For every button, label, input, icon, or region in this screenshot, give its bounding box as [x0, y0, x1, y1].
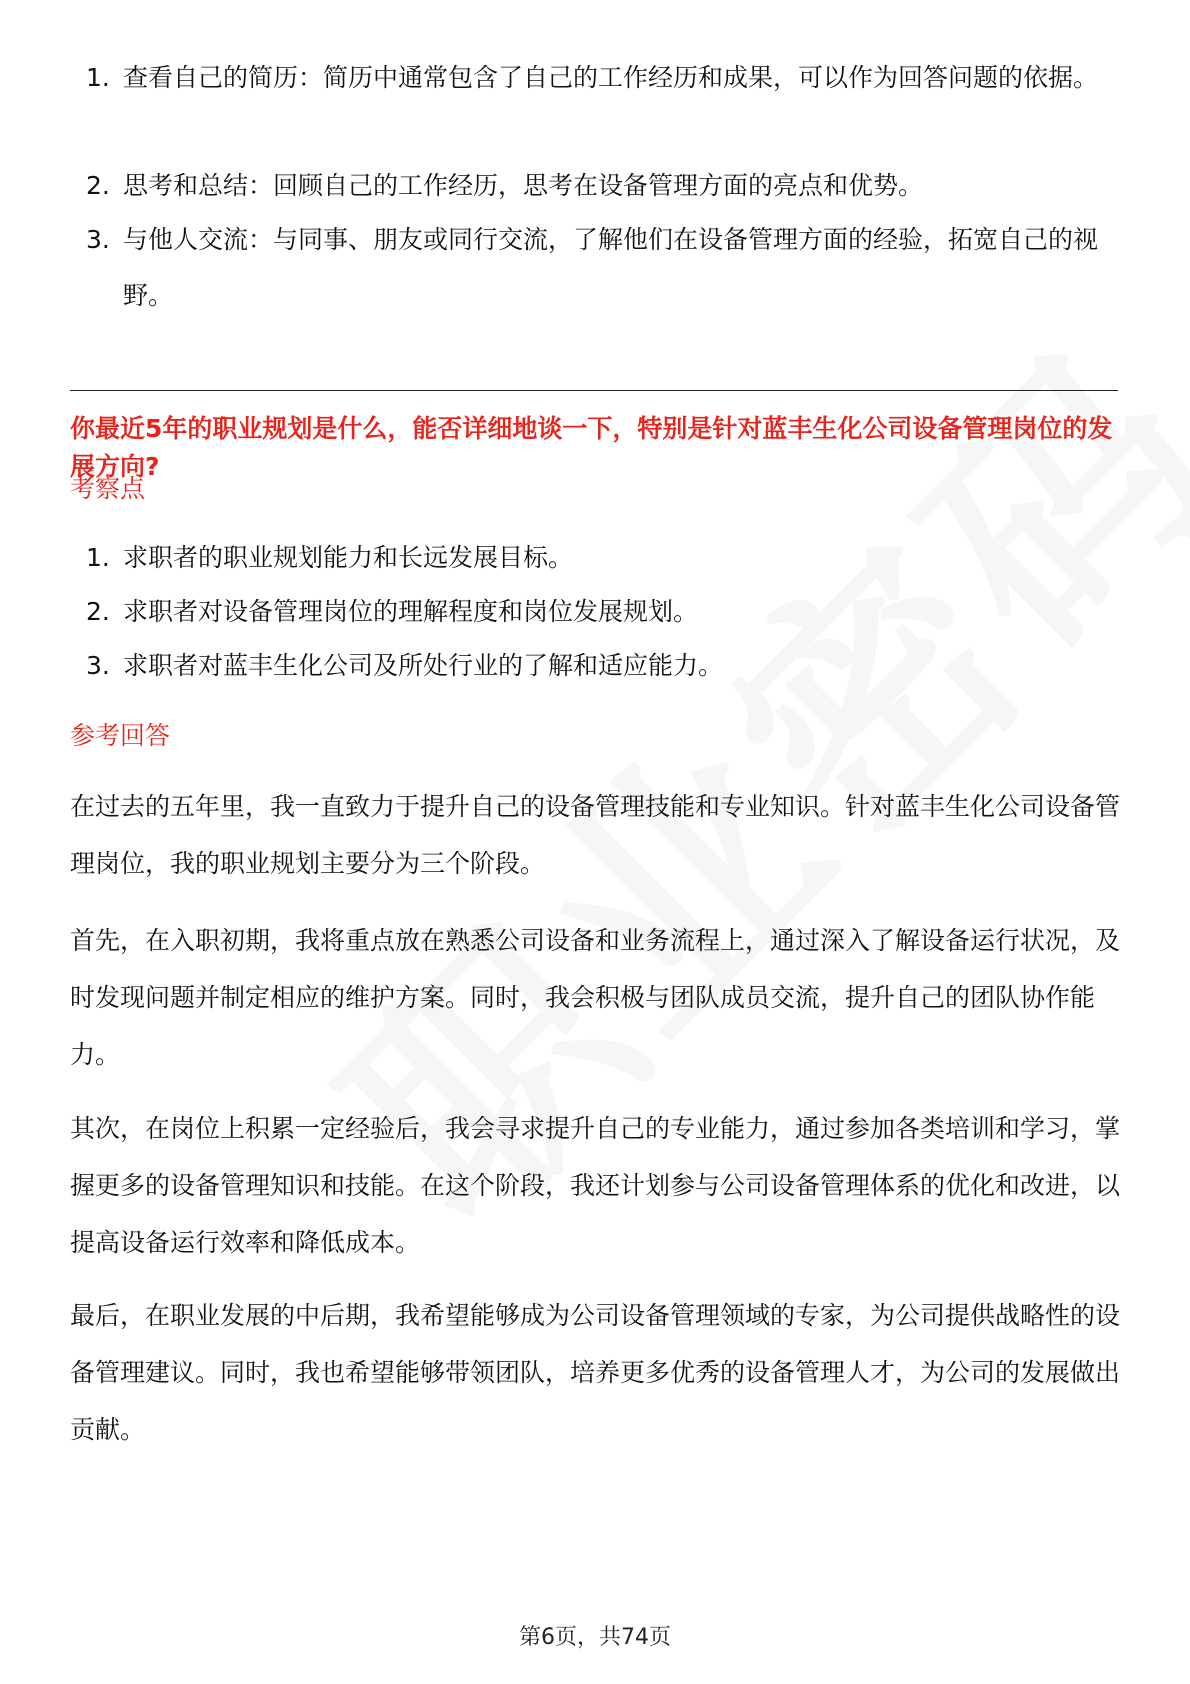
answer-paragraph: 在过去的五年里，我一直致力于提升自己的设备管理技能和专业知识。针对蓝丰生化公司设备管理岗位，我的职业规划主要分为三个阶段。 [70, 792, 1121, 878]
list-text: 求职者对设备管理岗位的理解程度和岗位发展规划。 [123, 597, 699, 626]
list-number: 2. [86, 597, 110, 626]
list-number: 3. [86, 651, 110, 680]
list-item [86, 158, 1116, 214]
list-number: 3. [86, 225, 110, 254]
list-text: 求职者的职业规划能力和长远发展目标。 [123, 543, 574, 572]
list-item [86, 530, 1116, 586]
list-text: 思考和总结：回顾自己的工作经历，思考在设备管理方面的亮点和优势。 [123, 171, 924, 200]
assessment-label: 考察点 [70, 474, 146, 503]
list-text: 与他人交流：与同事、朋友或同行交流，了解他们在设备管理方面的经验，拓宽自己的视野。 [123, 225, 1099, 310]
answer-paragraph: 首先，在入职初期，我将重点放在熟悉公司设备和业务流程上，通过深入了解设备运行状况，及时发现问题并制定相应的维护方案。同时，我会积极与团队成员交流，提升自己的团队协作能力。 [70, 926, 1121, 1069]
answer-label: 参考回答 [70, 721, 171, 750]
list-text: 查看自己的简历：简历中通常包含了自己的工作经历和成果，可以作为回答问题的依据。 [123, 63, 1099, 92]
list-number: 1. [86, 63, 110, 92]
answer-paragraph: 其次，在岗位上积累一定经验后，我会寻求提升自己的专业能力，通过参加各类培训和学习，掌握更多的设备管理知识和技能。在这个阶段，我还计划参与公司设备管理体系的优化和改进，以提高设备运行效率和降低成本。 [70, 1114, 1121, 1257]
list-item [86, 638, 1116, 694]
page-footer: 第6页，共74页 [519, 1625, 671, 1650]
list-item [86, 212, 1116, 324]
list-number: 1. [86, 543, 110, 572]
section-divider [70, 390, 1118, 391]
list-text: 求职者对蓝丰生化公司及所处行业的了解和适应能力。 [123, 651, 724, 680]
list-item [86, 584, 1116, 640]
answer-paragraph: 最后，在职业发展的中后期，我希望能够成为公司设备管理领域的专家，为公司提供战略性的设备管理建议。同时，我也希望能够带领团队，培养更多优秀的设备管理人才，为公司的发展做出贡献。 [70, 1301, 1121, 1444]
list-number: 2. [86, 171, 110, 200]
list-item [86, 50, 1116, 106]
question-heading: 你最近5年的职业规划是什么，能否详细地谈一下，特别是针对蓝丰生化公司设备管理岗位的发展方向? [70, 414, 1113, 481]
